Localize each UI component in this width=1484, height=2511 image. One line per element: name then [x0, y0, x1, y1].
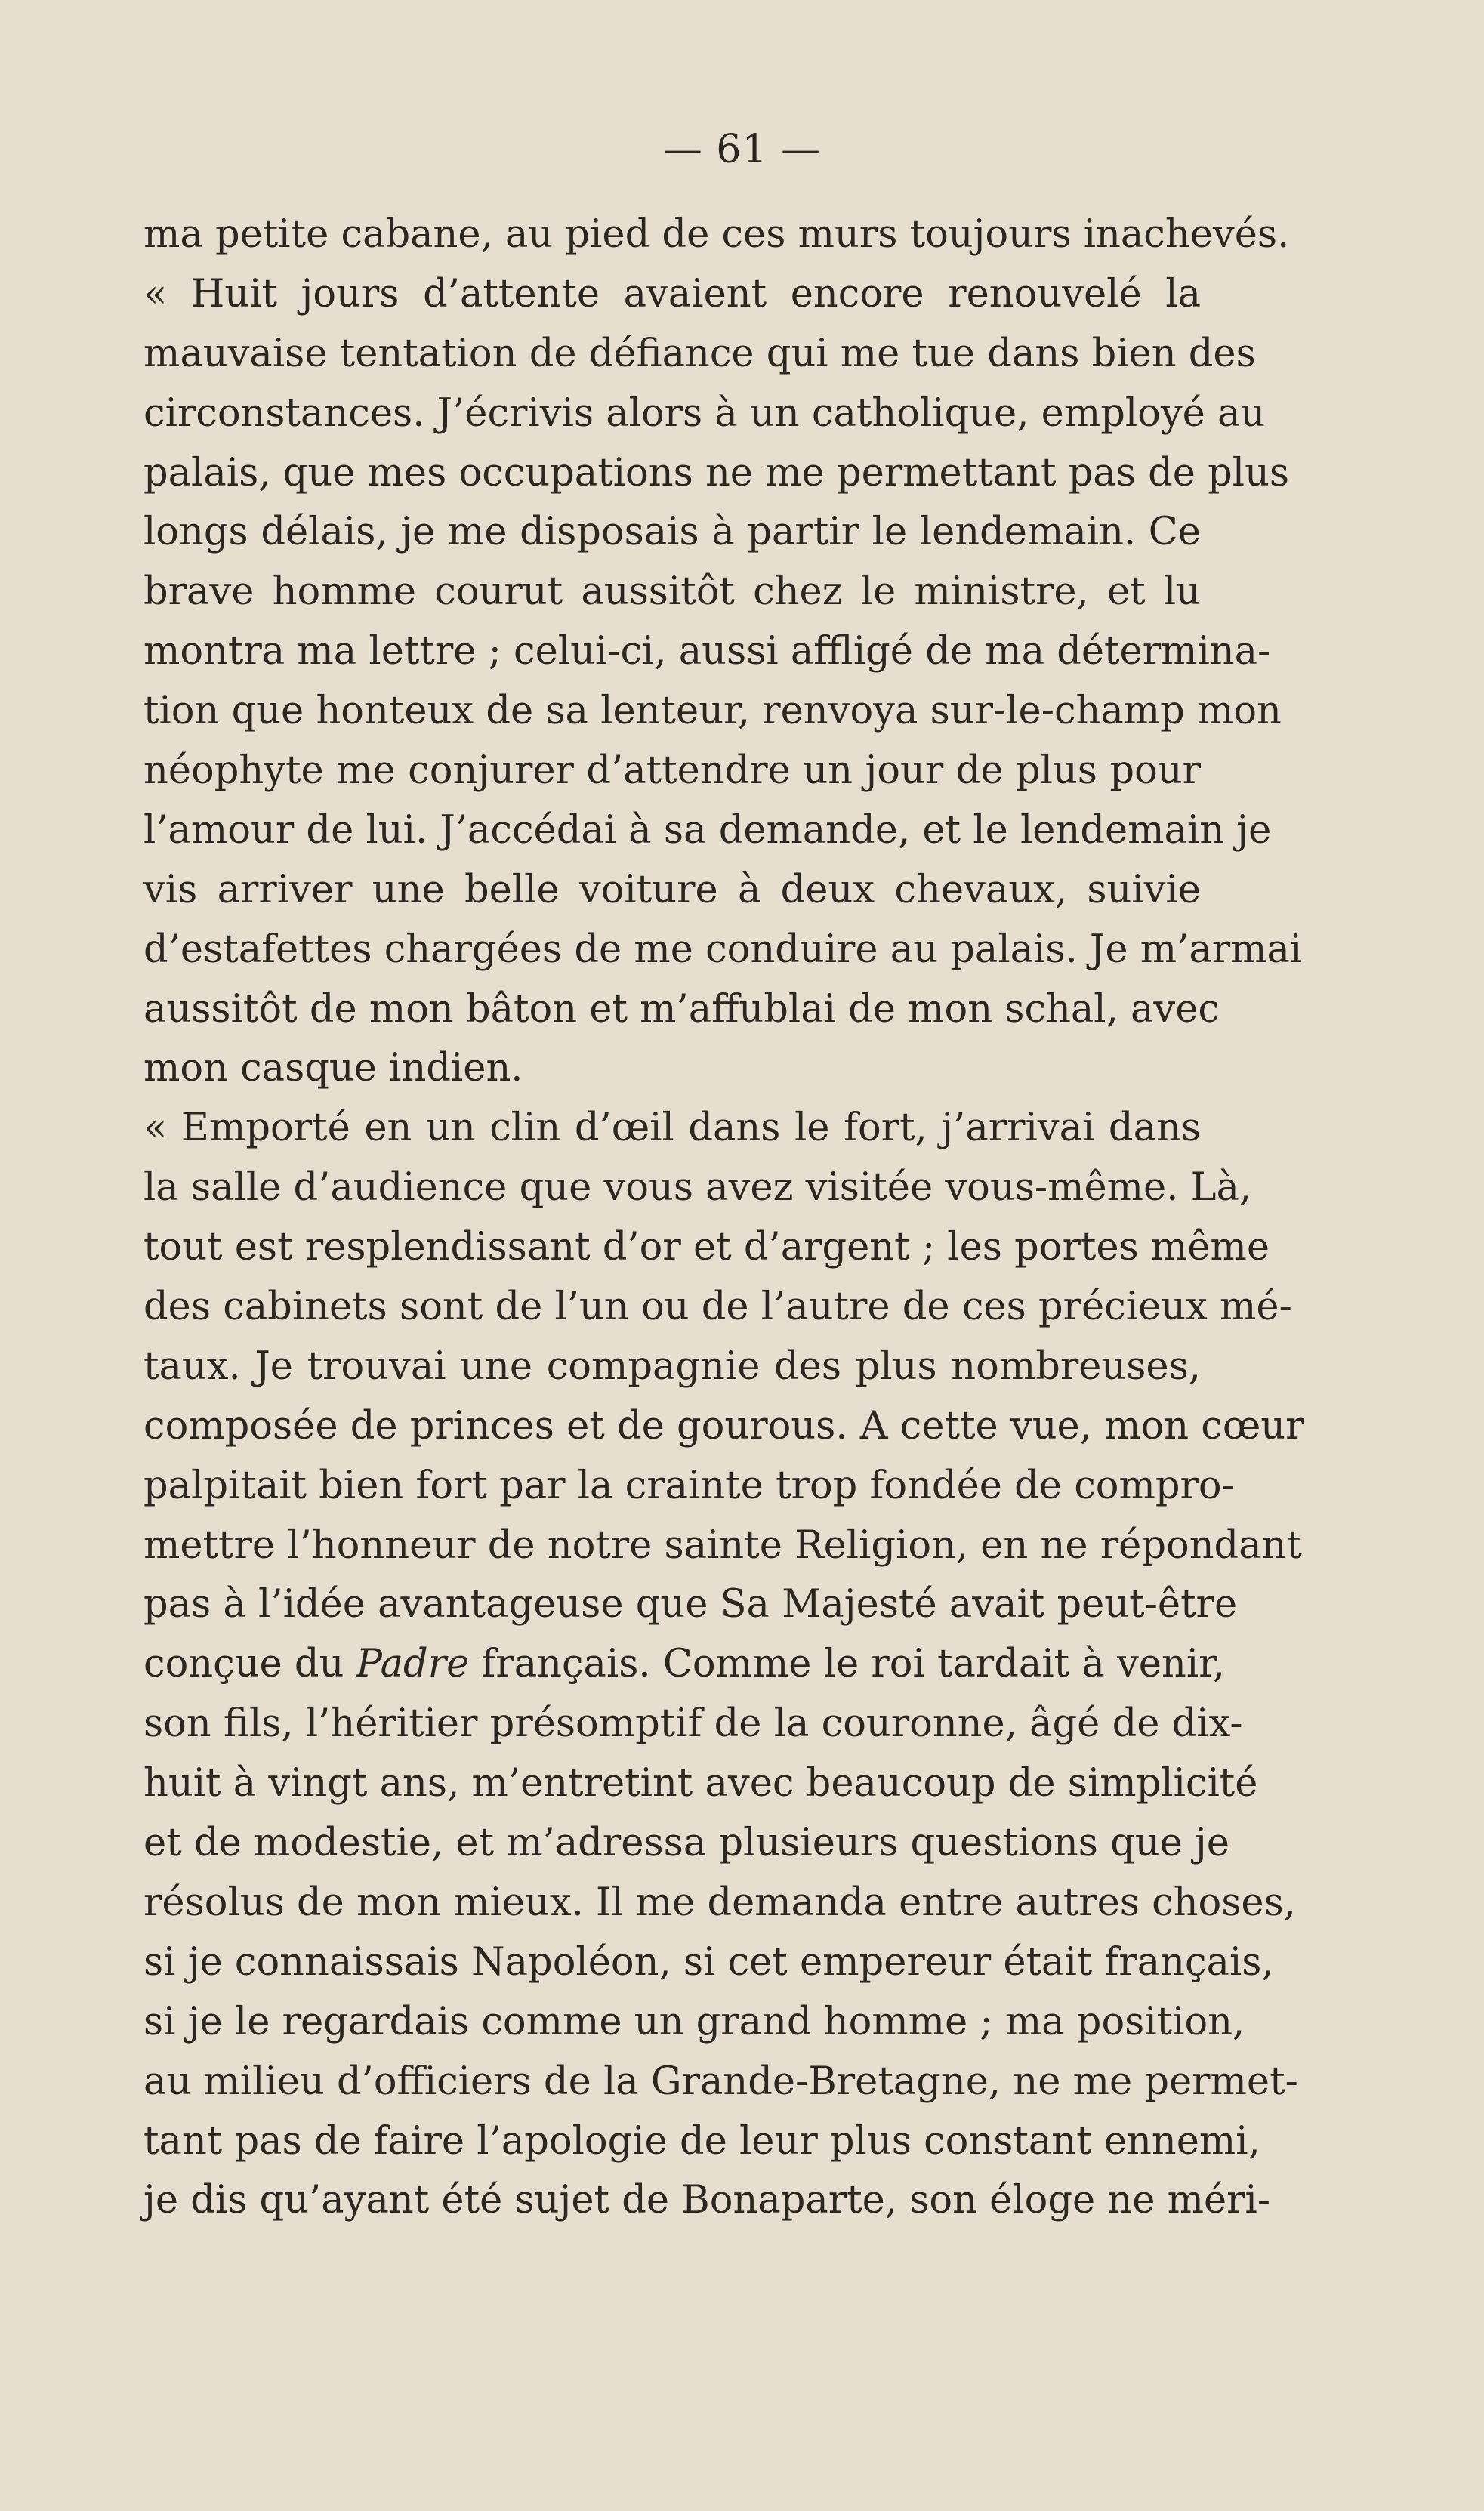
text-line: tion que honteux de sa lenteur, renvoya sur-le-champ mon: [143, 689, 1282, 734]
text-line: tout est resplendissant d’or et d’argent ; les portes même: [143, 1225, 1270, 1270]
text-line: pas à l’idée avantageuse que Sa Majesté avait peut-être: [143, 1582, 1238, 1627]
text-line: si je le regardais comme un grand homme ; ma position,: [143, 1999, 1245, 2044]
text-line: d’estafettes chargées de me conduire au palais. Je m’armai: [143, 927, 1303, 972]
text-line: montra ma lettre ; celui-ci, aussi affligé de ma détermina-: [143, 629, 1271, 674]
text-line: ma petite cabane, au pied de ces murs toujours inachevés.: [143, 212, 1290, 257]
text-line: palais, que mes occupations ne me permettant pas de plus: [143, 450, 1290, 495]
text-line: si je connaissais Napoléon, si cet empereur était français,: [143, 1939, 1274, 1985]
text-line: son fils, l’héritier présomptif de la couronne, âgé de dix-: [143, 1701, 1243, 1747]
text-segment: conçue du: [143, 1642, 356, 1687]
text-line: palpitait bien fort par la crainte trop fondée de compro-: [143, 1463, 1235, 1508]
text-line: mauvaise tentation de défiance qui me tue dans bien des: [143, 331, 1256, 376]
text-line: la salle d’audience que vous avez visitée vous-même. Là,: [143, 1165, 1252, 1211]
text-line: « Huit jours d’attente avaient encore renouvelé la: [143, 271, 1201, 316]
text-line: taux. Je trouvai une compagnie des plus nombreuses,: [143, 1343, 1201, 1389]
text-line: longs délais, je me disposais à partir le lendemain. Ce: [143, 510, 1201, 555]
text-line: tant pas de faire l’apologie de leur plus constant ennemi,: [143, 2118, 1260, 2164]
text-line: brave homme courut aussitôt chez le ministre, et lu: [143, 569, 1201, 615]
text-line: circonstances. J’écrivis alors à un catholique, employé au: [143, 390, 1266, 436]
text-line: néophyte me conjurer d’attendre un jour de plus pour: [143, 748, 1201, 794]
text-segment: français. Comme le roi tardait à venir,: [469, 1642, 1226, 1687]
text-line: et de modestie, et m’adressa plusieurs questions que je: [143, 1821, 1229, 1866]
text-line: l’amour de lui. J’accédai à sa demande, et le lendemain je: [143, 807, 1272, 853]
text-line: « Emporté en un clin d’œil dans le fort, j’arrivai dans: [143, 1106, 1201, 1151]
text-line: au milieu d’officiers de la Grande-Bretagne, ne me permet-: [143, 2059, 1298, 2104]
text-line: vis arriver une belle voiture à deux chevaux, suivie: [143, 867, 1201, 912]
page-number: — 61 —: [662, 127, 822, 172]
text-line: [143, 1635, 1226, 1695]
text-line: composée de princes et de gourous. A cette vue, mon cœur: [143, 1403, 1304, 1448]
body-text: [143, 205, 1304, 2231]
text-line: résolus de mon mieux. Il me demanda entre autres choses,: [143, 1880, 1296, 1925]
text-line: des cabinets sont de l’un ou de l’autre de ces précieux mé-: [143, 1285, 1292, 1330]
text-line: je dis qu’ayant été sujet de Bonaparte, son éloge ne méri-: [143, 2178, 1271, 2223]
text-line: aussitôt de mon bâton et m’affublai de mon schal, avec: [143, 986, 1220, 1032]
text-line: mon casque indien.: [143, 1046, 523, 1091]
text-line: huit à vingt ans, m’entretint avec beaucoup de simplicité: [143, 1761, 1258, 1806]
italic-word: Padre: [356, 1642, 470, 1687]
text-line: mettre l’honneur de notre sainte Religion, en ne répondant: [143, 1522, 1302, 1568]
